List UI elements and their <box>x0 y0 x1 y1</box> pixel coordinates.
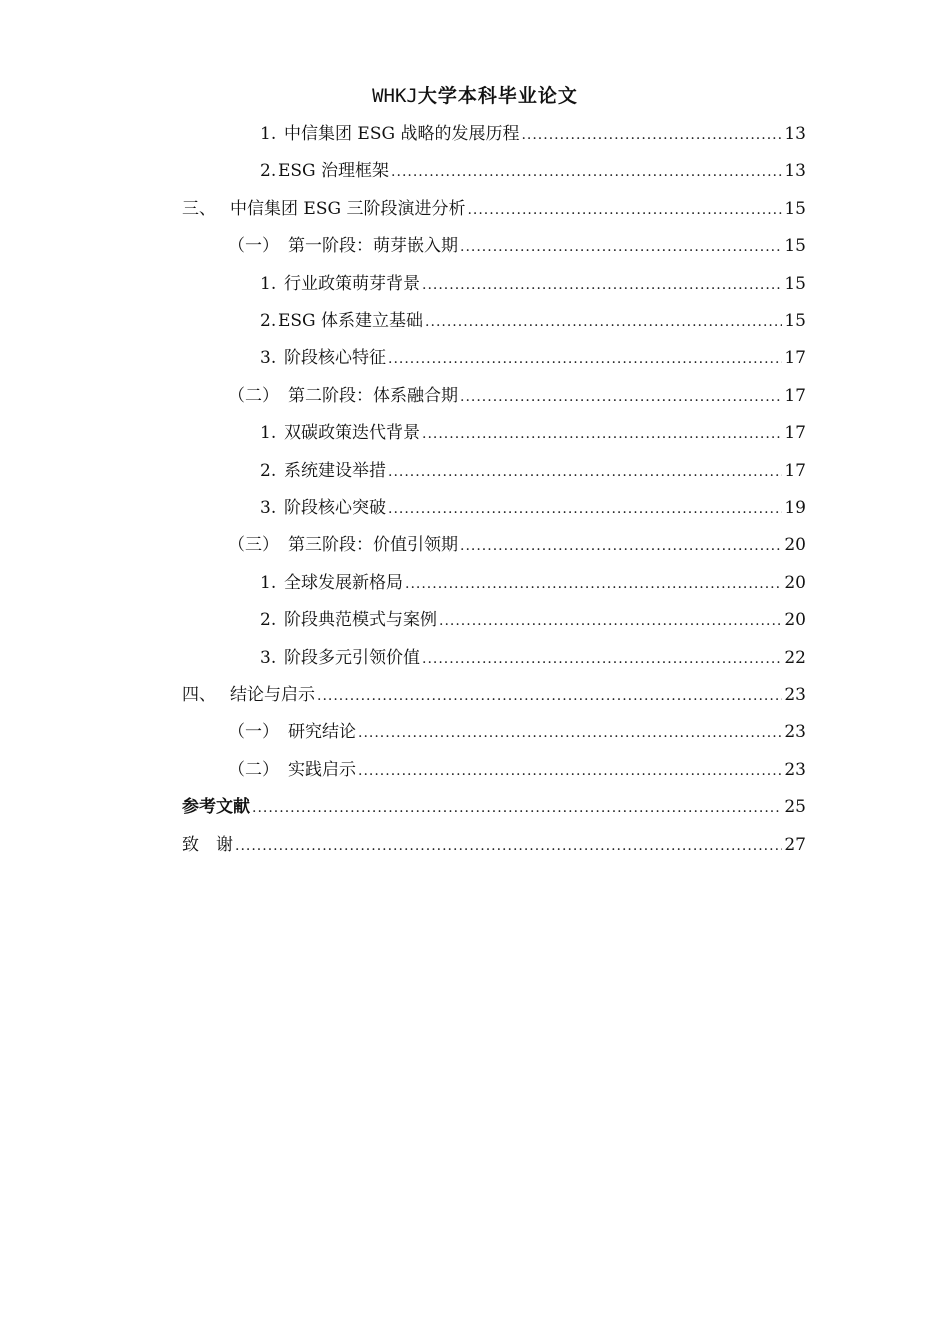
toc-entry-number: 三、 <box>182 198 216 219</box>
toc-entry-page: 27 <box>784 834 806 855</box>
toc-entry[interactable] <box>260 303 806 339</box>
toc-entry[interactable] <box>260 602 806 638</box>
toc-dot-leader <box>460 378 782 415</box>
toc-entry[interactable] <box>260 266 806 302</box>
toc-entry-title: 全球发展新格局 <box>284 572 403 593</box>
toc-dot-leader <box>388 340 782 377</box>
toc-entry[interactable] <box>182 191 806 227</box>
toc-entry-title: 参考文献 <box>182 797 250 818</box>
toc-entry-title: 中信集团 ESG 战略的发展历程 <box>284 124 520 144</box>
toc-entry-page: 13 <box>784 161 806 182</box>
toc-entry-page: 23 <box>784 722 806 743</box>
toc-entry-page: 20 <box>784 572 806 593</box>
toc-entry-number: 1. <box>260 572 277 593</box>
toc-entry-number: 1. <box>260 273 277 294</box>
toc-entry-page: 15 <box>784 236 806 257</box>
toc-dot-leader <box>391 153 782 190</box>
toc-entry-page: 17 <box>784 348 806 369</box>
toc-dot-leader <box>521 116 782 153</box>
toc-entry-title: 双碳政策迭代背景 <box>284 423 420 444</box>
toc-entry[interactable] <box>182 827 806 863</box>
toc-entry-number: 1. <box>260 423 277 444</box>
toc-entry-title: 中信集团 ESG 三阶段演进分析 <box>230 198 466 219</box>
toc-entry-page: 17 <box>784 423 806 444</box>
toc-entry[interactable] <box>182 677 806 713</box>
page-header <box>0 82 950 110</box>
toc-entry-number: 1. <box>260 124 277 144</box>
toc-entry-title: 致 谢 <box>182 834 233 855</box>
toc-dot-leader <box>388 490 782 527</box>
toc-entry[interactable] <box>228 527 806 563</box>
toc-entry-number: （二） <box>228 759 279 780</box>
toc-dot-leader <box>460 527 782 564</box>
toc-entry-number: 3. <box>260 348 277 369</box>
toc-entry-number: 3. <box>260 647 277 668</box>
toc-dot-leader <box>235 827 782 864</box>
toc-dot-leader <box>252 789 782 826</box>
toc-entry-page: 23 <box>784 759 806 780</box>
toc-entry-title: 行业政策萌芽背景 <box>284 273 420 294</box>
toc-entry-page: 15 <box>784 273 806 294</box>
toc-entry[interactable] <box>260 640 806 676</box>
toc-entry[interactable] <box>260 453 806 489</box>
toc-entry-number: （二） <box>228 385 279 406</box>
toc-entry-title: 阶段核心突破 <box>284 498 386 518</box>
toc-entry[interactable] <box>260 415 806 451</box>
toc-dot-leader <box>425 303 782 340</box>
toc-entry-title: 阶段核心特征 <box>284 348 386 369</box>
toc-entry-page: 15 <box>784 198 806 219</box>
toc-dot-leader <box>460 228 782 265</box>
toc-entry-number: （一） <box>228 722 279 743</box>
toc-entry-page: 17 <box>784 385 806 406</box>
toc-entry-number: （一） <box>228 236 279 257</box>
toc-entry[interactable] <box>260 340 806 376</box>
toc-entry-page: 17 <box>784 460 806 481</box>
toc-entry-page: 19 <box>784 498 806 518</box>
toc-entry[interactable] <box>260 565 806 601</box>
toc-dot-leader <box>388 453 782 490</box>
toc-dot-leader <box>422 640 782 677</box>
toc-dot-leader <box>422 415 782 452</box>
toc-entry-page: 20 <box>784 535 806 556</box>
toc-dot-leader <box>467 191 782 228</box>
toc-entry-title: 第二阶段：体系融合期 <box>288 385 458 406</box>
toc-entry-number: 2. <box>260 161 277 182</box>
toc-entry-page: 25 <box>784 797 806 818</box>
toc-dot-leader <box>405 565 782 602</box>
toc-entry-page: 15 <box>784 311 806 331</box>
toc-entry[interactable] <box>182 789 806 825</box>
header-title: 大学本科毕业论文 <box>417 85 578 107</box>
toc-entry-title: 研究结论 <box>288 722 356 743</box>
toc-dot-leader <box>422 266 782 303</box>
toc-entry-number: 2. <box>260 610 277 631</box>
toc-entry-title: 结论与启示 <box>230 685 315 705</box>
toc-entry[interactable] <box>260 490 806 526</box>
toc-entry[interactable] <box>228 378 806 414</box>
toc-entry-title: 实践启示 <box>288 759 356 780</box>
toc-entry-page: 23 <box>784 685 806 705</box>
toc-entry-number: （三） <box>228 535 279 556</box>
toc-entry-number: 2. <box>260 311 277 331</box>
toc-entry-page: 20 <box>784 610 806 631</box>
toc-entry[interactable] <box>228 714 806 750</box>
toc-entry[interactable] <box>260 153 806 189</box>
toc-entry-title: 阶段多元引领价值 <box>284 647 420 668</box>
toc-entry-page: 13 <box>784 124 806 144</box>
toc-entry-title: 第三阶段：价值引领期 <box>288 535 458 556</box>
toc-dot-leader <box>317 677 782 714</box>
toc-entry-title: 第一阶段：萌芽嵌入期 <box>288 236 458 257</box>
toc-dot-leader <box>358 752 782 789</box>
toc-entry[interactable] <box>228 752 806 788</box>
toc-entry-number: 四、 <box>182 685 216 705</box>
toc-dot-leader <box>358 714 782 751</box>
toc-entry-title: ESG 治理框架 <box>278 161 390 182</box>
toc-entry-number: 2. <box>260 460 277 481</box>
toc-entry-page: 22 <box>784 647 806 668</box>
toc-entry-title: ESG 体系建立基础 <box>278 311 424 331</box>
toc-entry[interactable] <box>260 116 806 152</box>
header-latin: WHKJ <box>372 85 418 107</box>
toc-entry-number: 3. <box>260 498 277 518</box>
toc-entry-title: 系统建设举措 <box>284 460 386 481</box>
toc-entry[interactable] <box>228 228 806 264</box>
toc-entry-title: 阶段典范模式与案例 <box>284 610 437 631</box>
toc-dot-leader <box>439 602 782 639</box>
